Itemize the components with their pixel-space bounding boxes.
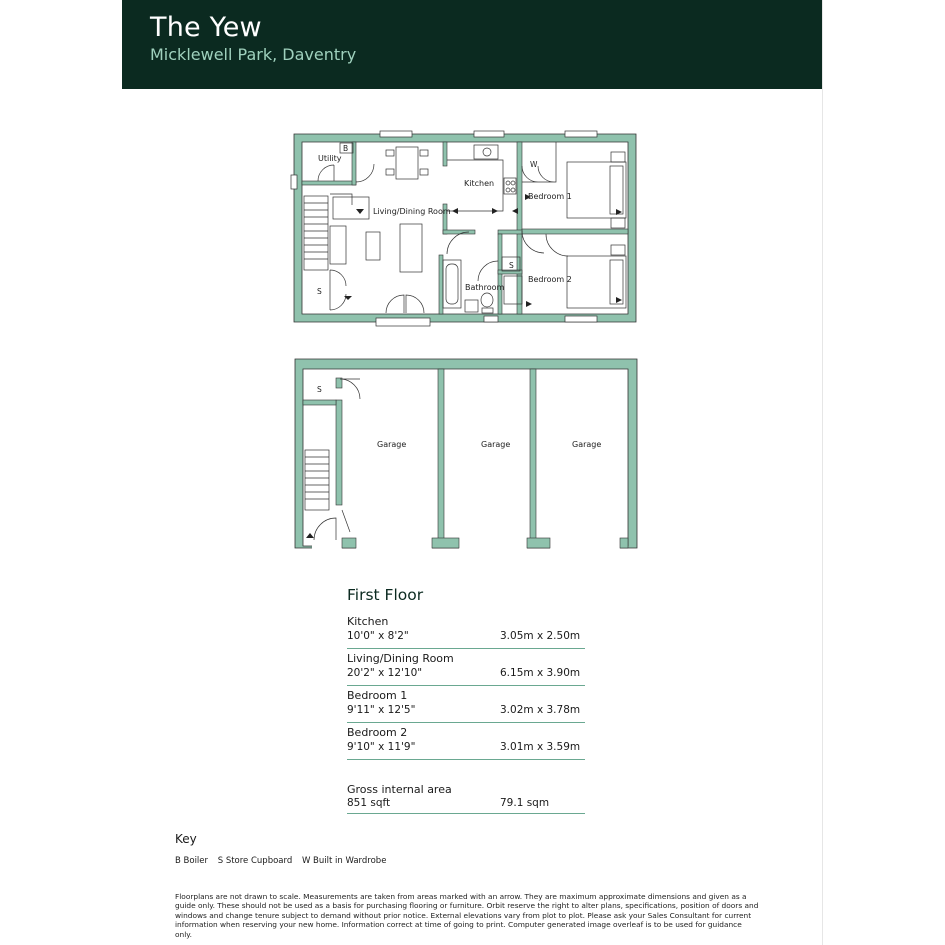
- first-floor-plan: [291, 131, 636, 326]
- key-item-boiler: B Boiler: [175, 856, 209, 866]
- label-garage-1: Garage: [377, 440, 407, 449]
- room-name: Bedroom 2: [347, 726, 408, 739]
- gia-metric: 79.1 sqm: [500, 797, 550, 809]
- room-metric: 3.01m x 3.59m: [500, 741, 581, 753]
- label-garage-3: Garage: [572, 440, 602, 449]
- label-living-dining: Living/Dining Room: [373, 207, 451, 216]
- page-title: The Yew: [150, 12, 262, 43]
- room-row-kitchen: [347, 615, 585, 649]
- room-imperial: 9'10" x 11'9": [347, 741, 416, 753]
- room-imperial: 20'2" x 12'10": [347, 667, 423, 679]
- room-schedule: [347, 586, 585, 763]
- floor-title: First Floor: [347, 586, 424, 604]
- store-mark-bathroom: S: [509, 261, 514, 270]
- page-subtitle: Micklewell Park, Daventry: [150, 45, 357, 64]
- garage-door-openings: [312, 540, 620, 550]
- garage-partition-walls: [303, 369, 628, 548]
- key-legend: [175, 856, 393, 866]
- room-name: Living/Dining Room: [347, 652, 454, 665]
- label-garage-2: Garage: [481, 440, 511, 449]
- disclaimer-text: Floorplans are not drawn to scale. Measurements are taken from areas marked with an arrow. They are maximum approximate dimensions and given as a guide only. These should not be used as a basis for purchasing flooring or furniture. Orbit reserve the right to alter plans, specifications, position of doors and windows and change tenure subject to demand without prior notice. External elevations vary from plot to plot. Please ask your Sales Consultant for current information when reserving your new home. Information correct at time of going to print. Computer generated image overleaf is to be used for guidance only.: [175, 892, 759, 939]
- room-imperial: 10'0" x 8'2": [347, 630, 409, 642]
- key-title: Key: [175, 832, 197, 846]
- room-imperial: 9'11" x 12'5": [347, 704, 416, 716]
- room-metric: 3.02m x 3.78m: [500, 704, 581, 716]
- label-bathroom: Bathroom: [465, 283, 505, 292]
- store-mark-living: S: [317, 287, 322, 296]
- key-item-store: S Store Cupboard: [217, 856, 293, 866]
- room-metric: 6.15m x 3.90m: [500, 667, 581, 679]
- room-row-living-dining: [347, 652, 585, 686]
- gia-label: Gross internal area: [347, 783, 452, 796]
- store-mark-garage: S: [317, 385, 322, 394]
- garage-arrows: [306, 533, 314, 538]
- boiler-mark: B: [343, 144, 349, 153]
- wardrobe-mark: W: [530, 160, 538, 169]
- room-row-bedroom-1: [347, 689, 585, 723]
- garage-floor-plan: [295, 359, 637, 550]
- room-name: Bedroom 1: [347, 689, 408, 702]
- label-bedroom-2: Bedroom 2: [528, 275, 572, 284]
- room-name: Kitchen: [347, 615, 389, 628]
- garage-outer-wall: [295, 359, 637, 548]
- gross-internal-area: [347, 783, 585, 814]
- label-bedroom-1: Bedroom 1: [528, 192, 572, 201]
- key-item-wardrobe: W Built in Wardrobe: [301, 856, 387, 866]
- room-row-bedroom-2: [347, 726, 585, 760]
- gia-imperial: 851 sqft: [347, 797, 391, 809]
- label-utility: Utility: [318, 154, 342, 163]
- room-metric: 3.05m x 2.50m: [500, 630, 581, 642]
- label-kitchen: Kitchen: [464, 179, 495, 188]
